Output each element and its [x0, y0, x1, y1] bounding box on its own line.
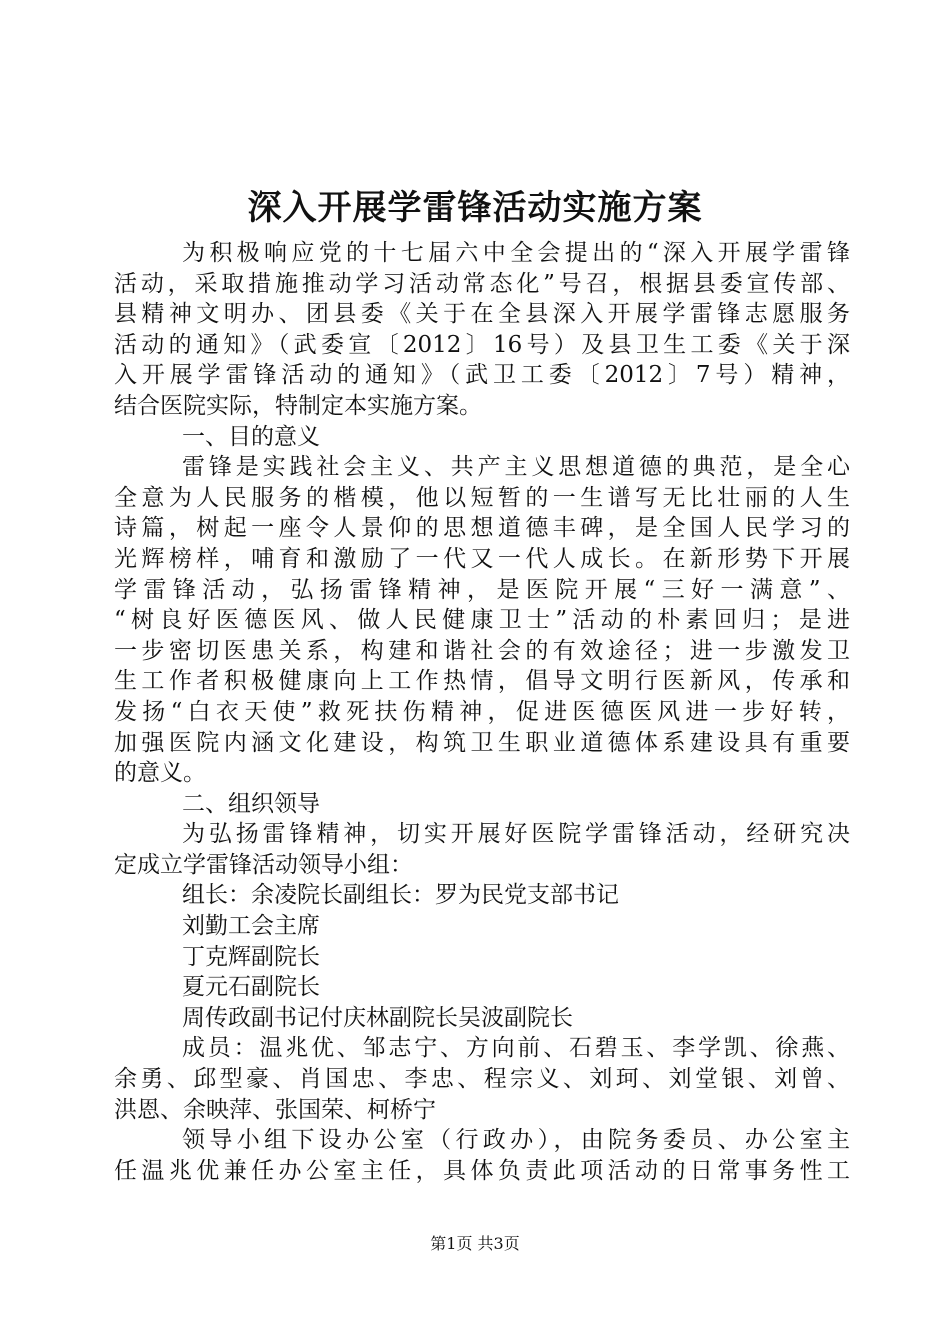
text-line: 余勇、邱型豪、肖国忠、李忠、程宗义、刘珂、刘堂银、刘曾、: [114, 1066, 850, 1093]
text-line: 诗篇，树起一座令人景仰的思想道德丰碑，是全国人民学习的: [114, 515, 850, 542]
text-line: 活动，采取措施推动学习活动常态化”号召，根据县委宣传部、: [114, 270, 850, 297]
text-line: 定成立学雷锋活动领导小组：: [114, 851, 413, 878]
text-line: 组长：余凌院长副组长：罗为民党支部书记: [182, 882, 619, 909]
text-line: 一、目的意义: [182, 423, 320, 450]
text-line: 洪恩、余映萍、张国荣、柯桥宁: [114, 1096, 436, 1123]
text-line: 一步密切医患关系，构建和谐社会的有效途径；进一步激发卫: [114, 637, 850, 664]
text-line: 全意为人民服务的楷模，他以短暂的一生谱写无比壮丽的人生: [114, 484, 850, 511]
text-line: 丁克辉副院长: [182, 943, 320, 970]
text-line: 二、组织领导: [182, 790, 320, 817]
text-line: 县精神文明办、团县委《关于在全县深入开展学雷锋志愿服务: [114, 301, 850, 328]
text-line: 为积极响应党的十七届六中全会提出的“深入开展学雷锋: [182, 240, 850, 266]
document-title: 深入开展学雷锋活动实施方案: [247, 188, 703, 228]
text-line: 为弘扬雷锋精神，切实开展好医院学雷锋活动，经研究决: [182, 821, 850, 848]
page-footer: 第1页 共3页: [430, 1234, 520, 1253]
text-line: 领导小组下设办公室（行政办），由院务委员、办公室主: [182, 1127, 850, 1154]
text-line: 成员：温兆优、邹志宁、方向前、石碧玉、李学凯、徐燕、: [182, 1035, 850, 1062]
text-line: 加强医院内涵文化建设，构筑卫生职业道德体系建设具有重要: [114, 729, 850, 756]
text-line: 夏元石副院长: [182, 974, 320, 1001]
text-line: 生工作者积极健康向上工作热情，倡导文明行医新风，传承和: [114, 668, 850, 695]
text-line: 活动的通知》（武委宣〔2012〕16号）及县卫生工委《关于深: [114, 331, 850, 358]
text-line: 任温兆优兼任办公室主任，具体负责此项活动的日常事务性工: [114, 1157, 850, 1184]
text-line: “树良好医德医风、做人民健康卫士”活动的朴素回归；是进: [114, 607, 850, 634]
text-line: 的意义。: [114, 760, 206, 787]
text-line: 入开展学雷锋活动的通知》（武卫工委〔2012〕7号）精神，: [114, 362, 850, 389]
text-line: 发扬“白衣天使”救死扶伤精神，促进医德医风进一步好转，: [114, 698, 850, 725]
text-line: 光辉榜样，哺育和激励了一代又一代人成长。在新形势下开展: [114, 545, 850, 572]
text-line: 周传政副书记付庆林副院长吴波副院长: [182, 1004, 573, 1031]
text-line: 学雷锋活动，弘扬雷锋精神，是医院开展“三好一满意”、: [114, 576, 850, 603]
document-body: [114, 238, 850, 1186]
text-line: 刘勤工会主席: [182, 913, 320, 940]
text-line: 结合医院实际，特制定本实施方案。: [114, 392, 482, 419]
text-line: 雷锋是实践社会主义、共产主义思想道德的典范，是全心: [182, 454, 850, 481]
